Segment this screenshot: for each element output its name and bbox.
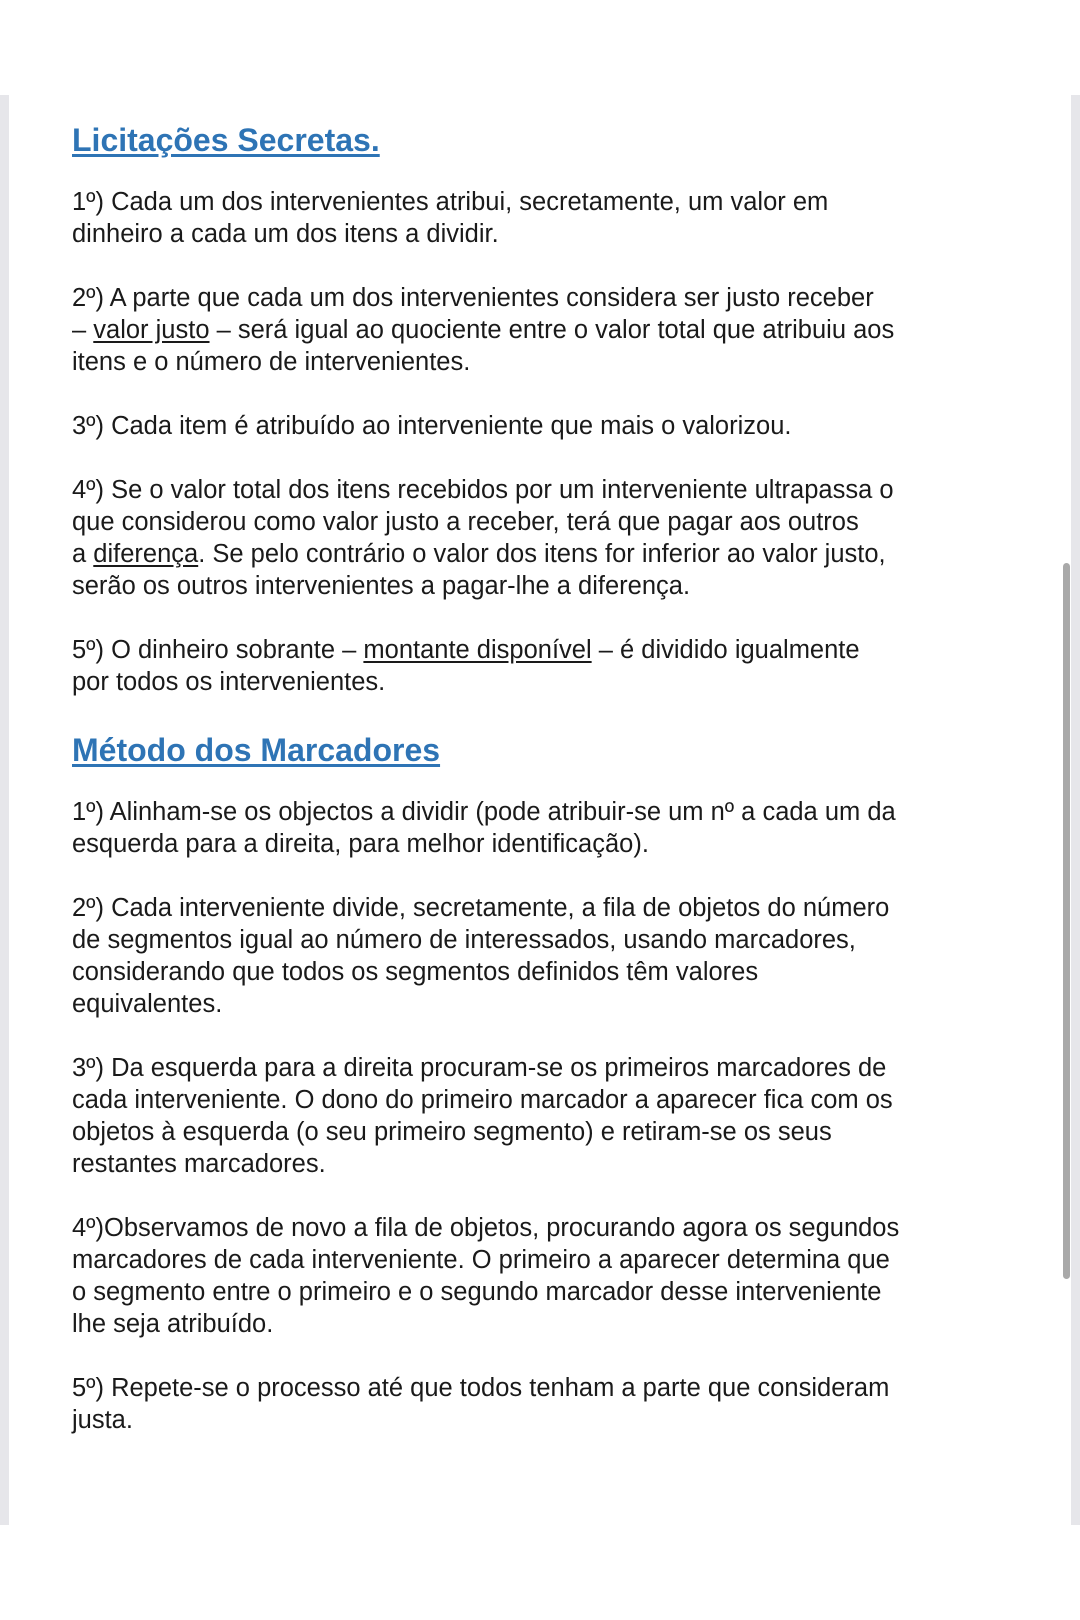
text-line: [72, 666, 1012, 698]
text-segment: 1º) Alinham-se os objectos a dividir (pode atribuir-se um nº a cada um da: [72, 798, 896, 826]
underlined-term: montante disponível: [363, 636, 592, 664]
text-line: [72, 314, 1012, 346]
step-paragraph: [72, 410, 1012, 442]
step-paragraph: [72, 186, 1012, 250]
text-line: [72, 924, 1012, 956]
text-line: [72, 1212, 1012, 1244]
text-segment: a: [72, 540, 94, 568]
step-paragraph: [72, 282, 1012, 378]
text-line: [72, 1052, 1012, 1084]
text-segment: 4º)Observamos de novo a fila de objetos, procurando agora os segundos: [72, 1214, 900, 1242]
text-line: [72, 410, 1012, 442]
text-line: [72, 1308, 1012, 1340]
step-paragraph: [72, 796, 1012, 860]
text-segment: 4º) Se o valor total dos itens recebidos por um interveniente ultrapassa o: [72, 476, 894, 504]
text-line: [72, 218, 1012, 250]
page-right-edge: [1071, 95, 1080, 1525]
step-paragraph: [72, 1052, 1012, 1180]
text-line: [72, 186, 1012, 218]
underlined-term: diferença: [93, 540, 199, 568]
text-segment: 3º) Da esquerda para a direita procuram-se os primeiros marcadores de: [72, 1054, 887, 1082]
text-line: [72, 1084, 1012, 1116]
step-paragraph: [72, 1372, 1012, 1436]
text-line: [72, 506, 1012, 538]
text-segment: – é dividido igualmente: [591, 636, 860, 664]
text-segment: –: [72, 316, 94, 344]
text-segment: o segmento entre o primeiro e o segundo marcador desse interveniente: [72, 1278, 882, 1306]
section-heading: Licitações Secretas.: [72, 122, 380, 158]
text-segment: restantes marcadores.: [72, 1150, 326, 1178]
text-line: [72, 1276, 1012, 1308]
text-segment: marcadores de cada interveniente. O primeiro a aparecer determina que: [72, 1246, 890, 1274]
page-left-edge: [0, 95, 9, 1525]
text-segment: equivalentes.: [72, 990, 223, 1018]
text-segment: que considerou como valor justo a receber, terá que pagar aos outros: [72, 508, 859, 536]
step-paragraph: [72, 1212, 1012, 1340]
text-line: [72, 346, 1012, 378]
text-segment: 1º) Cada um dos intervenientes atribui, secretamente, um valor em: [72, 188, 829, 216]
text-segment: – será igual ao quociente entre o valor total que atribuiu aos: [209, 316, 895, 344]
text-line: [72, 474, 1012, 506]
text-segment: . Se pelo contrário o valor dos itens for inferior ao valor justo,: [198, 540, 886, 568]
text-line: [72, 282, 1012, 314]
text-line: [72, 1244, 1012, 1276]
text-segment: 2º) Cada interveniente divide, secretamente, a fila de objetos do número: [72, 894, 890, 922]
text-line: [72, 1116, 1012, 1148]
text-segment: justa.: [72, 1406, 133, 1434]
text-line: [72, 1148, 1012, 1180]
text-segment: 3º) Cada item é atribuído ao interveniente que mais o valorizou.: [72, 412, 792, 440]
text-line: [72, 1404, 1012, 1436]
text-segment: 2º) A parte que cada um dos intervenientes considera ser justo receber: [72, 284, 874, 312]
text-segment: 5º) O dinheiro sobrante –: [72, 636, 364, 664]
text-line: [72, 828, 1012, 860]
text-segment: objetos à esquerda (o seu primeiro segmento) e retiram-se os seus: [72, 1118, 832, 1146]
text-line: [72, 538, 1012, 570]
step-paragraph: [72, 634, 1012, 698]
text-line: [72, 892, 1012, 924]
text-segment: por todos os intervenientes.: [72, 668, 386, 696]
text-segment: serão os outros intervenientes a pagar-lhe a diferença.: [72, 572, 691, 600]
underlined-term: valor justo: [93, 316, 210, 344]
text-line: [72, 570, 1012, 602]
text-line: [72, 988, 1012, 1020]
text-line: [72, 1372, 1012, 1404]
text-segment: itens e o número de intervenientes.: [72, 348, 471, 376]
document-body: [72, 120, 1012, 1468]
section-heading: Método dos Marcadores: [72, 732, 441, 768]
text-segment: esquerda para a direita, para melhor identificação).: [72, 830, 649, 858]
text-segment: considerando que todos os segmentos definidos têm valores: [72, 958, 759, 986]
text-line: [72, 634, 1012, 666]
step-paragraph: [72, 474, 1012, 602]
text-line: [72, 956, 1012, 988]
text-segment: 5º) Repete-se o processo até que todos tenham a parte que consideram: [72, 1374, 890, 1402]
text-segment: de segmentos igual ao número de interessados, usando marcadores,: [72, 926, 856, 954]
text-segment: cada interveniente. O dono do primeiro marcador a aparecer fica com os: [72, 1086, 893, 1114]
text-line: [72, 796, 1012, 828]
step-paragraph: [72, 892, 1012, 1020]
vertical-scrollbar[interactable]: [1063, 563, 1070, 1279]
text-segment: lhe seja atribuído.: [72, 1310, 274, 1338]
text-segment: dinheiro a cada um dos itens a dividir.: [72, 220, 499, 248]
